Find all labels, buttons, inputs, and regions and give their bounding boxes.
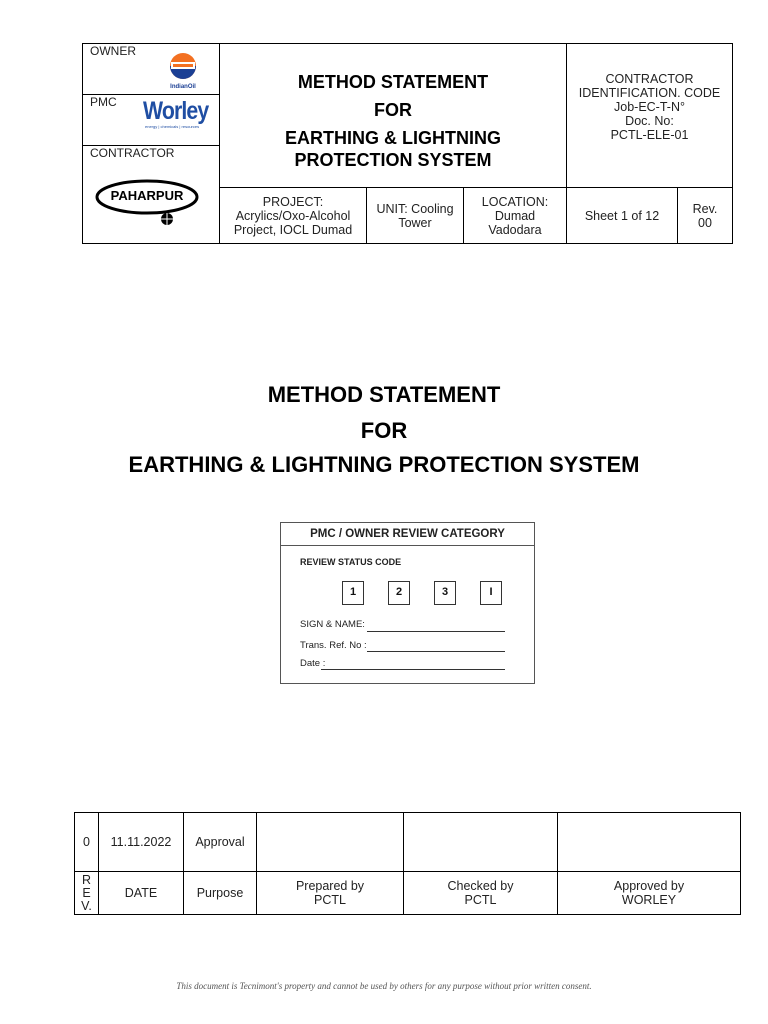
trans-ref-line[interactable] xyxy=(367,651,505,652)
review-code-1[interactable]: 1 xyxy=(342,581,364,605)
label-checked: Checked by PCTL xyxy=(447,879,514,907)
header-title-line-2: FOR xyxy=(374,100,412,120)
main-title-line-2: FOR xyxy=(360,418,408,443)
revision-table xyxy=(74,812,741,915)
review-heading: PMC / OWNER REVIEW CATEGORY xyxy=(281,523,534,546)
header-title xyxy=(220,44,566,187)
label-date: DATE xyxy=(124,886,158,900)
trans-ref-label: Trans. Ref. No : xyxy=(300,640,367,651)
review-code-3[interactable]: 3 xyxy=(434,581,456,605)
row-purpose: Approval xyxy=(195,835,245,849)
contractor-code: CONTRACTOR IDENTIFICATION. CODE Job-EC-T-N° Doc. No: PCTL-ELE-01 xyxy=(578,72,721,142)
indianoil-logo-text: IndianOil xyxy=(170,84,196,90)
paharpur-logo-text: PAHARPUR xyxy=(110,188,184,203)
sign-name-label: SIGN & NAME: xyxy=(300,619,365,630)
review-code-4[interactable]: I xyxy=(480,581,502,605)
header-title-line-1: METHOD STATEMENT xyxy=(297,72,489,92)
date-line[interactable] xyxy=(321,669,505,670)
row-rev: 0 xyxy=(83,835,90,849)
worley-logo xyxy=(143,97,209,139)
date-label: Date : xyxy=(300,658,326,669)
row-checked xyxy=(404,813,557,871)
header-title-line-4: PROTECTION SYSTEM xyxy=(294,150,492,170)
unit-info: UNIT: Cooling Tower xyxy=(376,201,454,230)
location-info: LOCATION: Dumad Vadodara xyxy=(481,194,549,237)
review-category-stamp xyxy=(280,522,535,684)
contractor-label: CONTRACTOR xyxy=(90,146,175,160)
main-title-line-1: METHOD STATEMENT xyxy=(267,382,501,407)
revision-number: Rev. 00 xyxy=(692,201,718,230)
project-info: PROJECT: Acrylics/Oxo-Alcohol Project, IOCL Dumad xyxy=(233,194,353,237)
paharpur-logo xyxy=(95,177,201,229)
review-code-2[interactable]: 2 xyxy=(388,581,410,605)
footer-disclaimer: This document is Tecnimont's property and cannot be used by others for any purpose without prior written consent. xyxy=(176,981,592,991)
indianoil-logo xyxy=(166,52,200,92)
row-date: 11.11.2022 xyxy=(110,835,172,849)
sign-name-line[interactable] xyxy=(367,631,505,632)
pmc-label: PMC xyxy=(90,95,117,109)
label-purpose: Purpose xyxy=(196,886,244,900)
row-prepared xyxy=(257,813,403,871)
document-header xyxy=(82,43,733,244)
label-rev: R E V. xyxy=(81,872,92,913)
label-approved: Approved by WORLEY xyxy=(613,879,685,907)
sheet-number: Sheet 1 of 12 xyxy=(584,208,660,223)
owner-label: OWNER xyxy=(90,44,136,58)
worley-logo-text: Worley xyxy=(143,97,209,125)
header-title-line-3: EARTHING & LIGHTNING xyxy=(285,128,501,148)
label-prepared: Prepared by PCTL xyxy=(295,879,365,907)
worley-tagline: energy | chemicals | resources xyxy=(145,124,200,129)
row-approved xyxy=(558,813,740,871)
review-status-label: REVIEW STATUS CODE xyxy=(300,557,402,567)
main-title-line-3: EARTHING & LIGHTNING PROTECTION SYSTEM xyxy=(128,452,640,477)
